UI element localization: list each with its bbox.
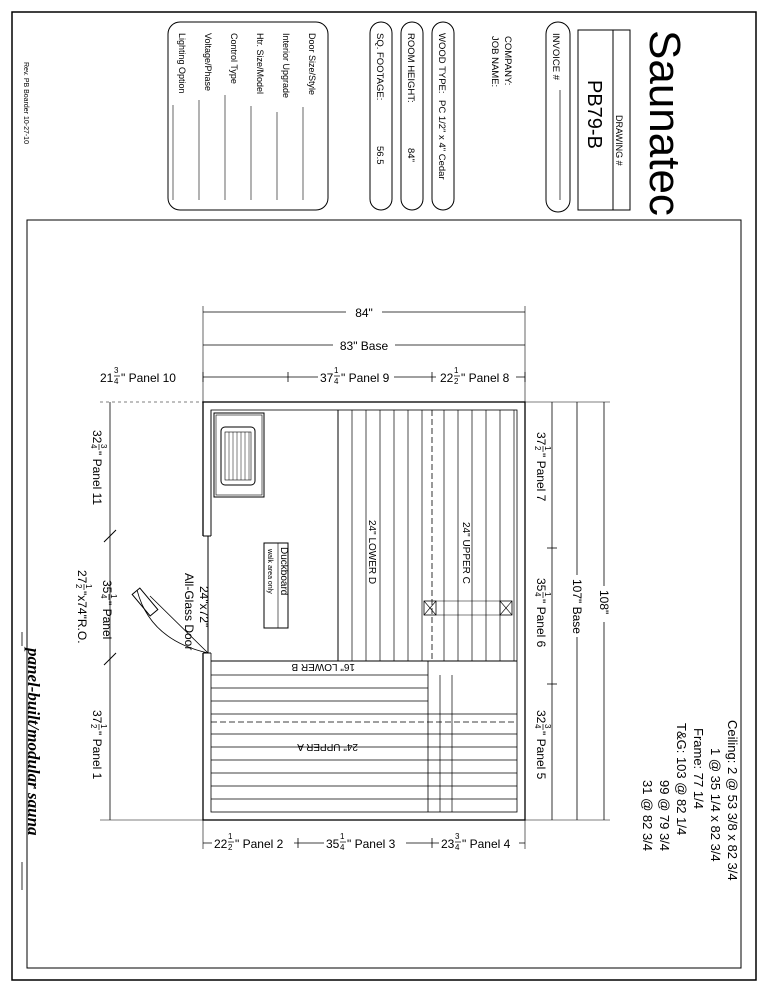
option-voltage: Voltage/Phase <box>203 33 213 92</box>
svg-text:1: 1 <box>543 446 552 451</box>
svg-text:" Panel 9: " Panel 9 <box>341 371 390 385</box>
bench-lower-b-label: 16" LOWER B <box>291 661 355 672</box>
duckboard-note: walk area only <box>266 549 273 594</box>
svg-text:" Panel 11: " Panel 11 <box>90 451 104 506</box>
drawing-number: PB79-B <box>583 80 605 149</box>
dim-overall-width: 84" <box>355 306 373 320</box>
panel-5-label <box>533 708 552 790</box>
svg-text:32: 32 <box>534 710 548 724</box>
svg-text:1: 1 <box>334 366 339 375</box>
bench-lower-b <box>211 661 517 812</box>
svg-text:1: 1 <box>454 366 459 375</box>
svg-text:32: 32 <box>90 430 104 444</box>
svg-text:1: 1 <box>99 724 108 729</box>
material-ceiling-2: 1 @ 35 1/4 x 82 3/4 <box>708 748 723 862</box>
panel-4-label <box>439 832 519 854</box>
svg-text:3: 3 <box>543 724 552 729</box>
revision-note: Rev. PB Boarder 10-27-10 <box>22 62 29 144</box>
heater <box>214 413 264 497</box>
svg-text:4: 4 <box>533 592 542 597</box>
panel-door-label <box>99 580 118 639</box>
svg-text:35: 35 <box>534 578 548 592</box>
svg-text:4: 4 <box>455 843 460 852</box>
options-box <box>168 22 328 210</box>
dim-overall-length: 108" <box>597 590 611 615</box>
panel-3-label <box>324 832 406 854</box>
room-height-value: 84" <box>405 148 416 162</box>
svg-text:" Panel 2: " Panel 2 <box>235 837 284 851</box>
option-control: Control Type <box>229 33 239 84</box>
svg-text:37: 37 <box>534 432 548 446</box>
panel-7-label <box>533 430 552 512</box>
panel-9-label <box>318 366 394 387</box>
bench-upper-a <box>211 675 517 812</box>
option-door: Door Size/Style <box>307 33 317 96</box>
svg-text:" Panel 6: " Panel 6 <box>534 599 548 648</box>
sq-footage-label: SQ. FOOTAGE: <box>374 33 385 101</box>
svg-text:" Panel: " Panel <box>100 601 114 640</box>
material-tg-2: 99 @ 79 3/4 <box>657 780 672 852</box>
svg-text:2: 2 <box>228 843 233 852</box>
svg-text:" Panel 7: " Panel 7 <box>534 453 548 502</box>
svg-text:37: 37 <box>90 710 104 724</box>
svg-text:21: 21 <box>100 371 114 385</box>
footer-title: panel-built/modular sauna <box>24 648 43 836</box>
svg-text:1: 1 <box>109 594 118 599</box>
material-tg-3: 31 @ 82 3/4 <box>640 780 655 852</box>
panel-2-label <box>212 832 294 854</box>
door-handle <box>132 588 158 616</box>
svg-text:" Panel 5: " Panel 5 <box>534 731 548 780</box>
svg-text:4: 4 <box>340 843 345 852</box>
svg-text:"x74"R.O.: "x74"R.O. <box>75 591 89 644</box>
panel-8-label <box>436 366 516 387</box>
duckboard-label: Duckboard <box>278 547 289 596</box>
bench-upper-c-label: 24" UPPER C <box>460 522 471 584</box>
material-tg-1: T&G: 103 @ 82 1/4 <box>674 723 689 836</box>
material-ceiling-1: Ceiling: 2 @ 53 3/8 x 82 3/4 <box>725 720 740 881</box>
svg-text:" Panel 10: " Panel 10 <box>121 371 176 385</box>
svg-text:" Panel 1: " Panel 1 <box>90 731 104 780</box>
job-name-label: JOB NAME: <box>489 36 500 88</box>
svg-text:4: 4 <box>99 594 108 599</box>
svg-text:1: 1 <box>84 584 93 589</box>
room-height-label: ROOM HEIGHT: <box>405 33 416 103</box>
svg-text:4: 4 <box>334 377 339 386</box>
outer-wall <box>203 402 525 820</box>
panel-11-label <box>89 428 108 516</box>
svg-text:27: 27 <box>75 570 89 584</box>
svg-text:3: 3 <box>99 444 108 449</box>
svg-text:37: 37 <box>320 371 334 385</box>
svg-text:35: 35 <box>100 580 114 594</box>
panel-1-label <box>89 708 108 790</box>
brand-logo: Saunatec <box>640 30 689 216</box>
svg-text:23: 23 <box>441 837 455 851</box>
material-frame: Frame: 77 1/4 <box>691 728 706 809</box>
dim-base-length: 107" Base <box>570 579 584 634</box>
door-type-label: All-Glass Door <box>182 573 196 651</box>
plan-frame <box>27 220 741 968</box>
bench-lower-d-label: 24" LOWER D <box>366 520 377 585</box>
svg-text:2: 2 <box>454 377 459 386</box>
svg-text:2: 2 <box>74 584 83 589</box>
svg-text:4: 4 <box>533 724 542 729</box>
wood-type-value: PC 1/2" x 4" Cedar <box>436 100 447 180</box>
inner-wall <box>211 410 517 812</box>
svg-text:1: 1 <box>228 832 233 841</box>
svg-text:" Panel 8: " Panel 8 <box>461 371 510 385</box>
option-lighting: Lighting Option <box>177 33 187 94</box>
invoice-label: INVOICE # <box>550 33 561 80</box>
svg-text:35: 35 <box>326 837 340 851</box>
svg-text:2: 2 <box>89 724 98 729</box>
svg-text:4: 4 <box>89 444 98 449</box>
company-label: COMPANY: <box>502 36 513 86</box>
dim-base-width: 83" Base <box>339 339 389 353</box>
bench-upper-a-label: 24" UPPER A <box>297 741 358 752</box>
svg-text:3: 3 <box>114 366 119 375</box>
panel-10-label <box>100 366 184 387</box>
svg-text:1: 1 <box>340 832 345 841</box>
drawing-label: DRAWING # <box>614 115 624 166</box>
svg-text:" Panel 3: " Panel 3 <box>347 837 396 851</box>
rough-opening-label <box>74 570 93 644</box>
wood-type-label: WOOD TYPE: <box>436 33 447 94</box>
svg-text:22: 22 <box>440 371 454 385</box>
door-size-label: 24"x72" <box>197 586 211 628</box>
svg-text:2: 2 <box>533 446 542 451</box>
svg-text:" Panel 4: " Panel 4 <box>462 837 511 851</box>
svg-text:3: 3 <box>455 832 460 841</box>
sq-footage-value: 56.5 <box>374 146 385 165</box>
bench-lower-d <box>338 410 422 661</box>
svg-text:4: 4 <box>114 377 119 386</box>
option-heater: Htr. Size/Model <box>255 33 265 95</box>
panel-6-label <box>533 576 552 658</box>
option-interior: Interior Upgrade <box>281 33 291 99</box>
svg-text:1: 1 <box>543 592 552 597</box>
svg-text:22: 22 <box>214 837 228 851</box>
